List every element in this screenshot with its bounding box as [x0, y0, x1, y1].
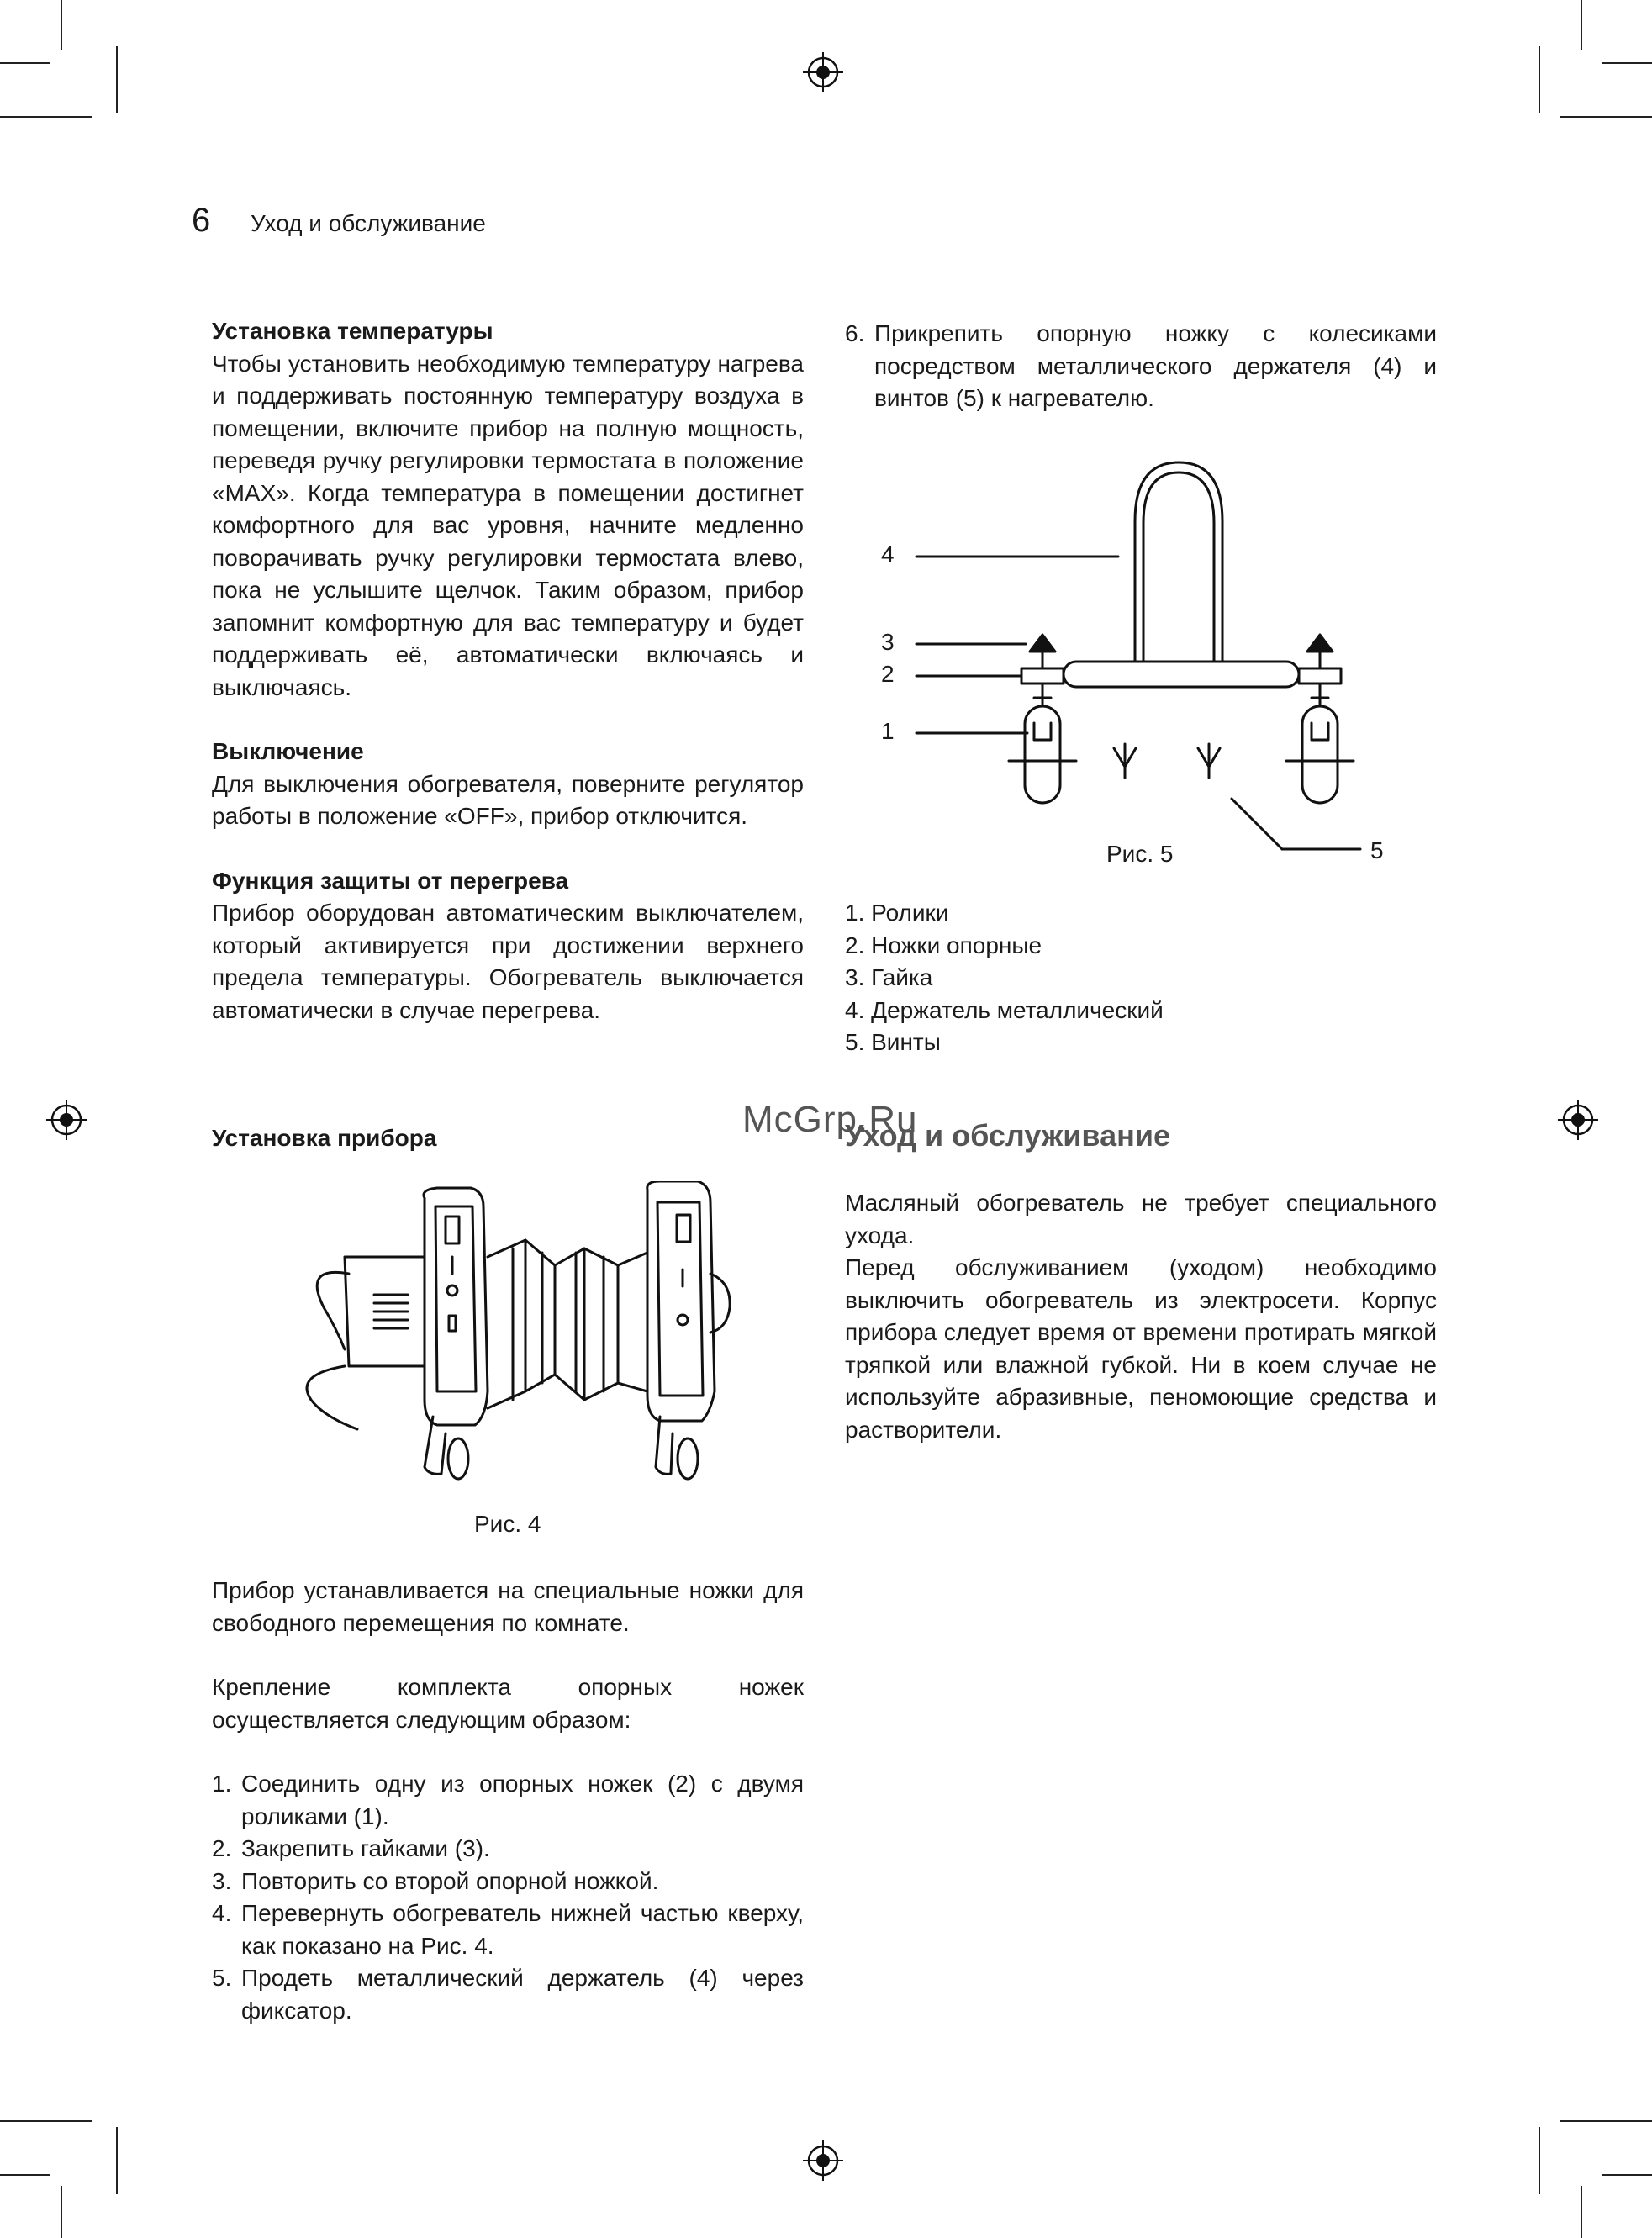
registration-mark-icon: [803, 2140, 843, 2181]
overheat-text: Прибор оборудован автоматическим выключателем, который активируется при достижении верхнего предела температуры. Обогреватель выключается автоматически в случае перегрева.: [212, 900, 804, 1023]
crop-mark: [0, 116, 92, 118]
crop-mark: [1539, 46, 1540, 113]
install-text-2: Крепление комплекта опорных ножек осуществляется следующим образом:: [212, 1674, 804, 1733]
care-text-block: [845, 1187, 1437, 1446]
list-item: 2. Закрепить гайками (3).: [212, 1835, 490, 1861]
figure-4-heater-illustration: [286, 1181, 773, 1509]
care-text-2: Перед обслуживанием (уходом) необходимо выключить обогреватель из электросети. Корпус прибора следует время от времени протирать мягкой тряпкой или влажной губкой. Ни в коем случае не используйте абразивные, пеномоющие средства и растворители.: [845, 1254, 1437, 1443]
fig5-label-3: 3: [881, 629, 895, 655]
care-heading: Уход и обслуживание: [845, 1118, 1170, 1153]
crop-mark: [1539, 2127, 1540, 2194]
figure-4-caption: Рис. 4: [474, 1511, 541, 1537]
figure-5-caption: Рис. 5: [1106, 841, 1174, 867]
fig5-label-2: 2: [881, 661, 895, 687]
list-item: 6. Прикрепить опорную ножку с колесиками посредством металлического держателя (4) и винтов (5) к нагревателю.: [845, 320, 1437, 411]
overheat-heading: Функция защиты от перегрева: [212, 867, 569, 894]
list-item: 4. Перевернуть обогреватель нижней частью кверху, как показано на Рис. 4.: [212, 1900, 804, 1959]
crop-mark: [1581, 2186, 1582, 2238]
list-item: 5. Винты: [845, 1029, 941, 1055]
crop-mark: [1581, 0, 1582, 50]
list-item: 2. Ножки опорные: [845, 932, 1042, 958]
fig5-label-1: 1: [881, 718, 895, 744]
left-column-top: [212, 315, 804, 1027]
switch-off-heading: Выключение: [212, 738, 364, 764]
registration-mark-icon: [46, 1100, 87, 1140]
temperature-heading: Установка температуры: [212, 318, 493, 344]
page-number: 6: [192, 202, 211, 239]
registration-mark-icon: [1558, 1100, 1598, 1140]
crop-mark: [61, 0, 62, 50]
care-text-1: Масляный обогреватель не требует специального ухода.: [845, 1190, 1437, 1248]
fig5-label-5: 5: [1370, 837, 1384, 863]
crop-mark: [0, 2174, 50, 2176]
list-item: 4. Держатель металлический: [845, 996, 1164, 1023]
crop-mark: [1560, 2120, 1652, 2122]
left-column-bottom: [212, 1575, 804, 2027]
crop-mark: [1560, 116, 1652, 118]
crop-mark: [61, 2186, 62, 2238]
right-column-step6: [845, 318, 1437, 415]
install-text-1: Прибор устанавливается на специальные ножки для свободного перемещения по комнате.: [212, 1577, 804, 1636]
crop-mark: [1602, 2174, 1652, 2176]
install-steps-list: [212, 1768, 804, 2027]
crop-mark: [116, 2127, 118, 2194]
registration-mark-icon: [803, 52, 843, 92]
running-header-title: Уход и обслуживание: [251, 210, 486, 236]
install-heading-block: [212, 1122, 804, 1155]
crop-mark: [0, 62, 50, 64]
list-item: 5. Продеть металлический держатель (4) через фиксатор.: [212, 1965, 804, 2024]
crop-mark: [116, 46, 118, 113]
crop-mark: [1602, 62, 1652, 64]
list-item: 1. Соединить одну из опорных ножек (2) с двумя роликами (1).: [212, 1771, 804, 1829]
crop-mark: [0, 2120, 92, 2122]
switch-off-text: Для выключения обогревателя, поверните регулятор работы в положение «OFF», прибор отключится.: [212, 770, 804, 829]
list-item: 3. Повторить со второй опорной ножкой.: [212, 1867, 659, 1894]
watermark: McGrp.Ru: [742, 1099, 918, 1140]
list-item: 1. Ролики: [845, 900, 949, 926]
parts-list: [845, 897, 1437, 1059]
temperature-text: Чтобы установить необходимую температуру нагрева и поддерживать постоянную температуру воздуха в помещении, включите прибор на полную мощность, переведя ручку регулировки термостата в положение «MAX». Когда температура в помещении достигнет комфортного для вас уровня, начните медленно поворачивать ручку регулировки термостата влево, пока не услышите щелчок. Таким образом, прибор запомнит комфортную для вас температуру и будет поддерживать её, автоматически включаясь и выключаясь.: [212, 350, 804, 700]
install-heading: Установка прибора: [212, 1125, 437, 1151]
figure-5-assembly-diagram: [883, 454, 1421, 874]
list-item: 3. Гайка: [845, 964, 933, 990]
fig5-label-4: 4: [881, 541, 895, 567]
